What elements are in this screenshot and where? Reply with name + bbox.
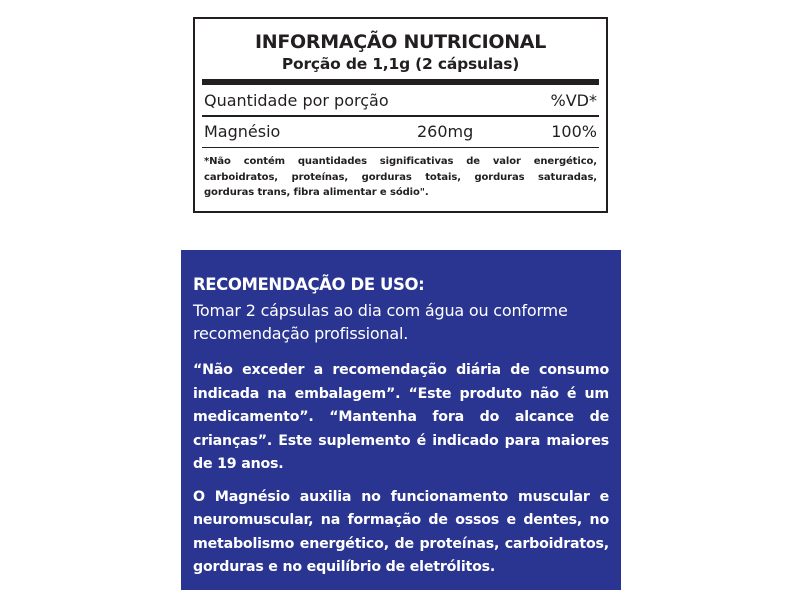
vd-header: %VD*: [550, 90, 597, 110]
footnote: *Não contém quantidades significativas de valor energético, carboidratos, proteínas, gorduras totais, gorduras saturadas, gorduras trans, fibra alimentar e sódio".: [204, 156, 597, 198]
serving-size: Porção de 1,1g (2 cápsulas): [281, 55, 520, 73]
nutrient-name: Magnésio: [204, 122, 281, 141]
quantity-header: Quantidade por porção: [204, 90, 389, 110]
nutrient-amount: 260mg: [417, 122, 474, 141]
table-row: [204, 117, 597, 147]
usage-recommendation-panel: [181, 250, 621, 590]
recommendation-text: Tomar 2 cápsulas ao dia com água ou conforme recomendação profissional.: [193, 301, 568, 343]
nutrient-vd: 100%: [551, 122, 597, 141]
benefit-text: O Magnésio auxilia no funcionamento muscular e neuromuscular, na formação de ossos e dentes, no metabolismo energético, de proteínas, carboidratos, gorduras e no equilíbrio de eletrólitos.: [193, 488, 609, 575]
warning-text: “Não exceder a recomendação diária de consumo indicada na embalagem”. “Este produto não é um medicamento”. “Mantenha fora do alcance de crianças”. Este suplemento é indicado para maiores de 19 anos.: [193, 362, 609, 472]
nutrition-title: INFORMAÇÃO NUTRICIONAL: [254, 31, 547, 53]
divider: [202, 147, 599, 149]
table-header-row: [204, 85, 597, 115]
nutrition-facts-table: [193, 17, 608, 213]
recommendation-title: RECOMENDAÇÃO DE USO:: [193, 275, 425, 294]
